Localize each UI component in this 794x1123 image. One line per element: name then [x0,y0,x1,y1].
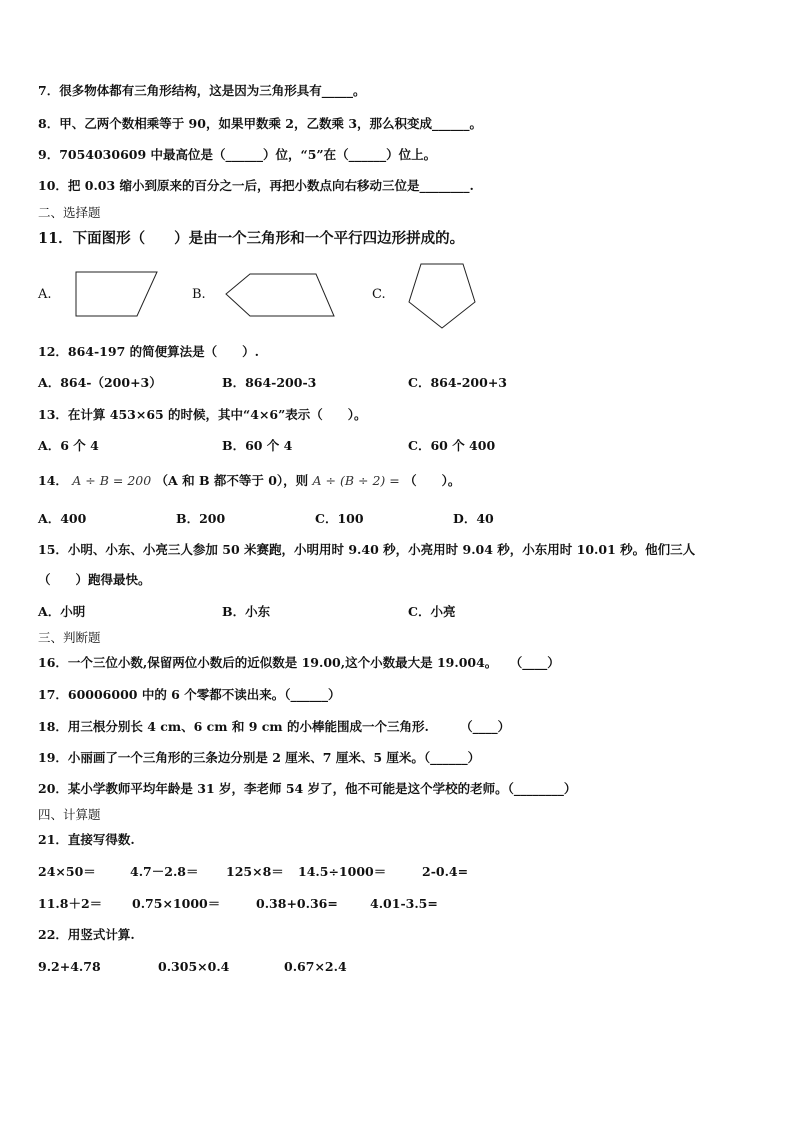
question-9: 9．7054030609 中最高位是（______）位，“5”在（______）位上。 [38,147,437,162]
q13-option-c: C．60 个 400 [408,438,496,453]
regular-pentagon-icon [406,262,478,330]
question-22-stem: 22．用竖式计算. [38,927,135,942]
question-10: 10．把 0.03 缩小到原来的百分之一后，再把小数点向右移动三位是________. [38,178,474,193]
q11-label-a: A. [38,287,52,302]
q13-option-b: B．60 个 4 [222,438,293,453]
q22-item: 0.67×2.4 [284,959,347,974]
section-title-choice: 二、选择题 [38,205,101,220]
q14-number: 14． [38,473,68,488]
parallelogram-icon [74,270,160,318]
q11-label-b: B. [192,287,206,302]
q21-item: 11.8＋2＝ [38,896,103,911]
question-11-stem: 11．下面图形（ ）是由一个三角形和一个平行四边形拼成的。 [38,230,465,247]
section-title-judgment: 三、判断题 [38,630,101,645]
q21-item: 0.75×1000＝ [132,896,221,911]
question-12-stem: 12．864-197 的简便算法是（ ）. [38,344,259,359]
q14-equation-2: A ÷ (B ÷ 2) = [312,473,400,488]
q21-item: 24×50＝ [38,864,96,879]
irregular-pentagon-icon [224,272,336,318]
q12-option-a: A．864-（200+3） [38,375,162,390]
q14-option-c: C．100 [315,511,364,526]
question-14-stem [38,472,460,490]
question-15-stem-line2: （ ）跑得最快。 [38,572,151,587]
question-16: 16．一个三位小数,保留两位小数后的近似数是 19.00,这个小数最大是 19.004。 （____） [38,655,560,670]
q14-option-a: A．400 [38,511,87,526]
q14-option-d: D．40 [453,511,494,526]
question-13-stem: 13．在计算 453×65 的时候，其中“4×6”表示（ ）。 [38,407,367,422]
question-15-stem-line1: 15．小明、小东、小亮三人参加 50 米赛跑，小明用时 9.40 秒，小亮用时 9.04 秒，小东用时 10.01 秒。他们三人 [38,542,696,557]
q14-equation-1: A ÷ B = 200 [72,473,152,488]
q21-item: 14.5÷1000＝ [298,864,387,879]
question-19: 19．小丽画了一个三角形的三条边分别是 2 厘米、7 厘米、5 厘米。（______） [38,750,481,765]
q21-item: 2-0.4= [422,864,469,879]
q22-item: 0.305×0.4 [158,959,230,974]
q14-tail: （ ）。 [404,473,461,488]
q14-option-b: B．200 [176,511,226,526]
q14-condition: （A 和 B 都不等于 0），则 [155,473,309,488]
question-17: 17．60006000 中的 6 个零都不读出来。（______） [38,687,341,702]
q12-option-b: B．864-200-3 [222,375,317,390]
q15-option-a: A．小明 [38,604,86,619]
q12-option-c: C．864-200+3 [408,375,507,390]
q21-item: 125×8＝ [226,864,284,879]
q11-label-c: C. [372,287,386,302]
q21-item: 4.7－2.8＝ [130,864,199,879]
question-18: 18．用三根分别长 4 cm、6 cm 和 9 cm 的小棒能围成一个三角形. （____） [38,719,511,734]
q13-option-a: A．6 个 4 [38,438,99,453]
question-21-stem: 21．直接写得数. [38,832,135,847]
q22-item: 9.2+4.78 [38,959,101,974]
question-8: 8．甲、乙两个数相乘等于 90，如果甲数乘 2，乙数乘 3，那么积变成______。 [38,116,483,131]
section-title-calculation: 四、计算题 [38,807,101,822]
q15-option-b: B．小东 [222,604,271,619]
question-7: 7．很多物体都有三角形结构，这是因为三角形具有_____。 [38,83,366,98]
q21-item: 4.01-3.5= [370,896,438,911]
question-20: 20．某小学教师平均年龄是 31 岁，李老师 54 岁了，他不可能是这个学校的老师。（________） [38,781,577,796]
q15-option-c: C．小亮 [408,604,456,619]
q21-item: 0.38+0.36= [256,896,338,911]
